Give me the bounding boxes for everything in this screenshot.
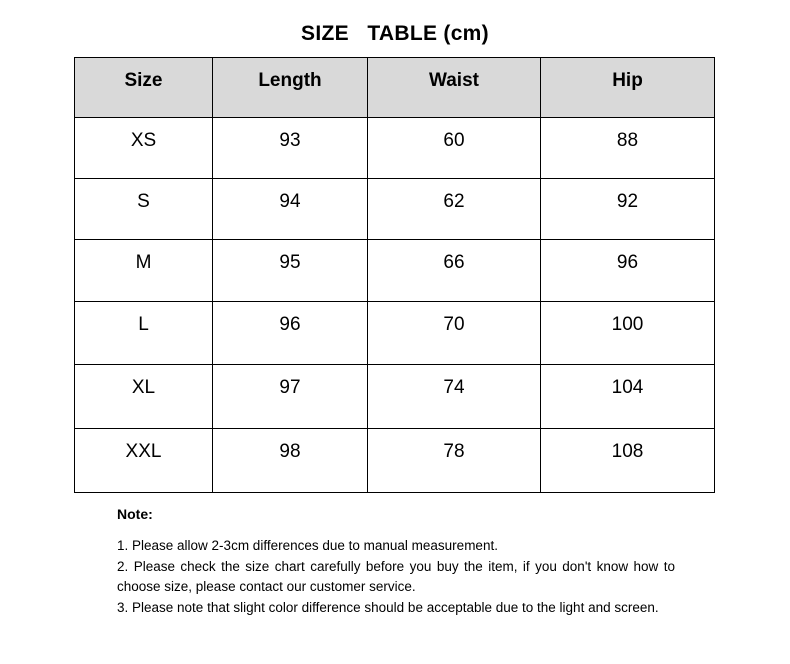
cell-waist: 74 xyxy=(368,365,541,429)
cell-size: XL xyxy=(75,365,213,429)
note-title: Note: xyxy=(117,506,153,522)
cell-hip: 108 xyxy=(541,429,715,493)
cell-length: 98 xyxy=(213,429,368,493)
cell-size: XXL xyxy=(75,429,213,493)
cell-size: S xyxy=(75,179,213,240)
header-size: Size xyxy=(75,58,213,118)
table-header-row xyxy=(75,58,715,118)
table-row xyxy=(75,302,715,365)
note-line: 2. Please check the size chart carefully before you buy the item, if you don't know how to choose size, please contact our customer service. xyxy=(117,558,675,595)
cell-hip: 92 xyxy=(541,179,715,240)
cell-hip: 104 xyxy=(541,365,715,429)
cell-waist: 78 xyxy=(368,429,541,493)
cell-length: 97 xyxy=(213,365,368,429)
table-row xyxy=(75,118,715,179)
cell-waist: 62 xyxy=(368,179,541,240)
size-table xyxy=(74,57,715,493)
cell-hip: 100 xyxy=(541,302,715,365)
table-row xyxy=(75,429,715,493)
cell-waist: 60 xyxy=(368,118,541,179)
note-line: 1. Please allow 2-3cm differences due to manual measurement. xyxy=(117,537,498,553)
cell-size: M xyxy=(75,240,213,302)
cell-length: 95 xyxy=(213,240,368,302)
cell-hip: 96 xyxy=(541,240,715,302)
cell-hip: 88 xyxy=(541,118,715,179)
note-line: 3. Please note that slight color difference should be acceptable due to the light and screen. xyxy=(117,600,659,616)
cell-waist: 70 xyxy=(368,302,541,365)
table-row xyxy=(75,365,715,429)
table-row xyxy=(75,240,715,302)
table-row xyxy=(75,179,715,240)
cell-length: 94 xyxy=(213,179,368,240)
header-hip: Hip xyxy=(541,58,715,118)
cell-waist: 66 xyxy=(368,240,541,302)
cell-size: L xyxy=(75,302,213,365)
cell-length: 93 xyxy=(213,118,368,179)
cell-length: 96 xyxy=(213,302,368,365)
header-length: Length xyxy=(213,58,368,118)
page-title: SIZE TABLE (cm) xyxy=(301,22,489,45)
header-waist: Waist xyxy=(368,58,541,118)
note-section xyxy=(117,504,675,619)
cell-size: XS xyxy=(75,118,213,179)
